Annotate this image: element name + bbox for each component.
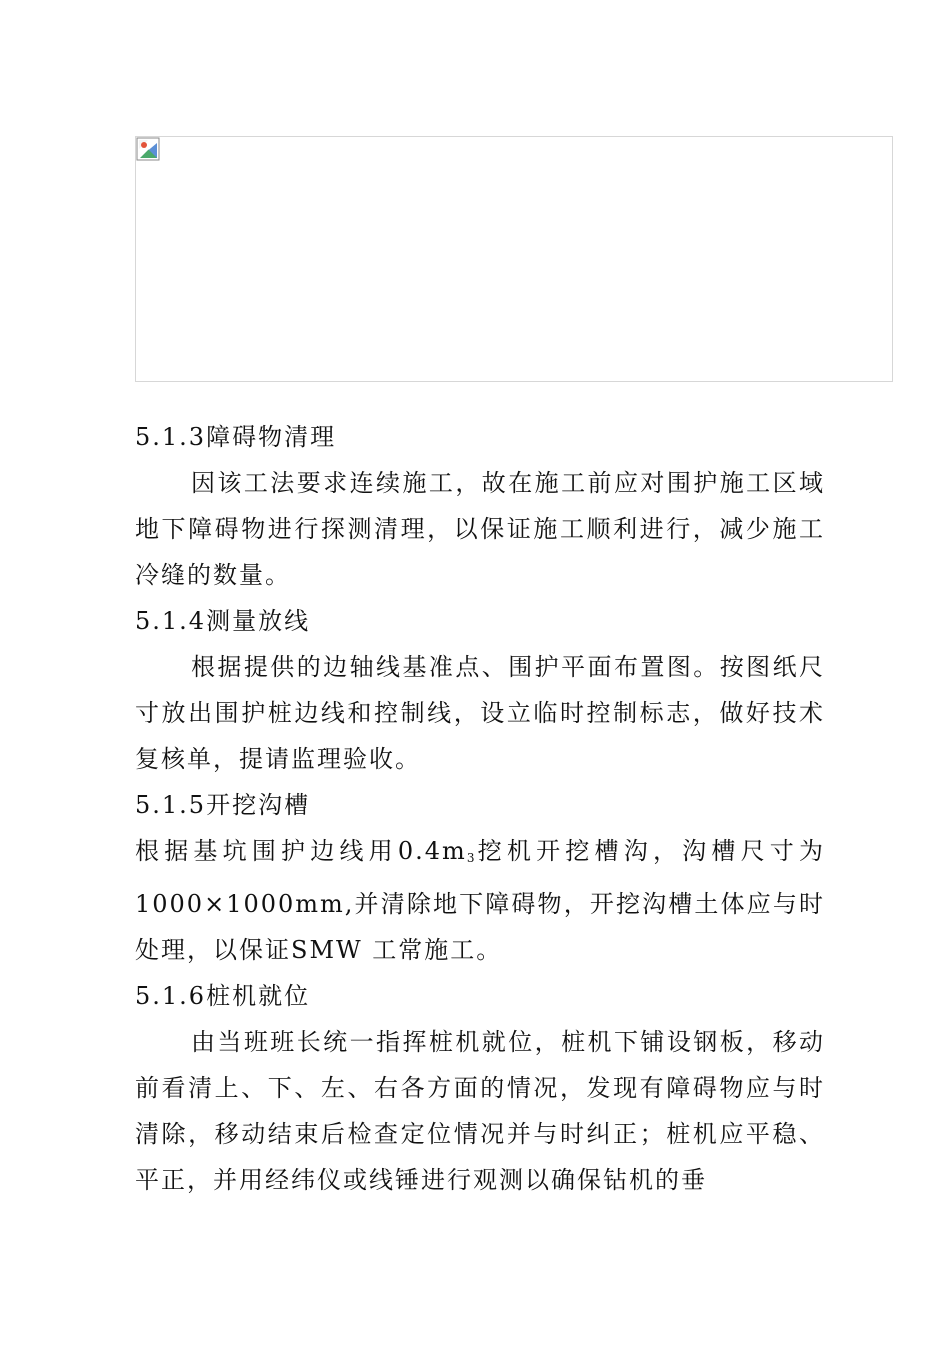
cubic-subscript: 3 bbox=[466, 851, 475, 865]
section-heading-5-1-6: 5.1.6桩机就位 bbox=[135, 982, 311, 1010]
section-body-5-1-5-part1: 根据基坑围护边线用0.4m bbox=[135, 837, 467, 865]
section-body-5-1-5-part2: 挖机开挖槽沟，沟槽尺寸为1000×1000mm,并清除地下障碍物，开挖沟槽土体应与时处理，以保证SMW 工常施工。 bbox=[135, 837, 825, 964]
section-body-5-1-5 bbox=[135, 828, 825, 973]
document-body bbox=[135, 414, 825, 1203]
broken-image-icon bbox=[136, 137, 160, 161]
section-body-5-1-4: 根据提供的边轴线基准点、围护平面布置图。按图纸尺寸放出围护桩边线和控制线，设立临时控制标志，做好技术复核单，提请监理验收。 bbox=[135, 653, 825, 773]
section-heading-5-1-5: 5.1.5开挖沟槽 bbox=[135, 791, 311, 819]
section-body-5-1-3: 因该工法要求连续施工，故在施工前应对围护施工区域地下障碍物进行探测清理，以保证施工顺利进行，减少施工冷缝的数量。 bbox=[135, 469, 825, 589]
section-heading-5-1-4: 5.1.4测量放线 bbox=[135, 607, 311, 635]
section-body-5-1-6: 由当班班长统一指挥桩机就位，桩机下铺设钢板，移动前看清上、下、左、右各方面的情况，发现有障碍物应与时清除，移动结束后检查定位情况并与时纠正；桩机应平稳、平正，并用经纬仪或线锤进行观测以确保钻机的垂 bbox=[135, 1028, 825, 1194]
embedded-image-placeholder bbox=[135, 136, 893, 382]
section-heading-5-1-3: 5.1.3障碍物清理 bbox=[135, 423, 337, 451]
